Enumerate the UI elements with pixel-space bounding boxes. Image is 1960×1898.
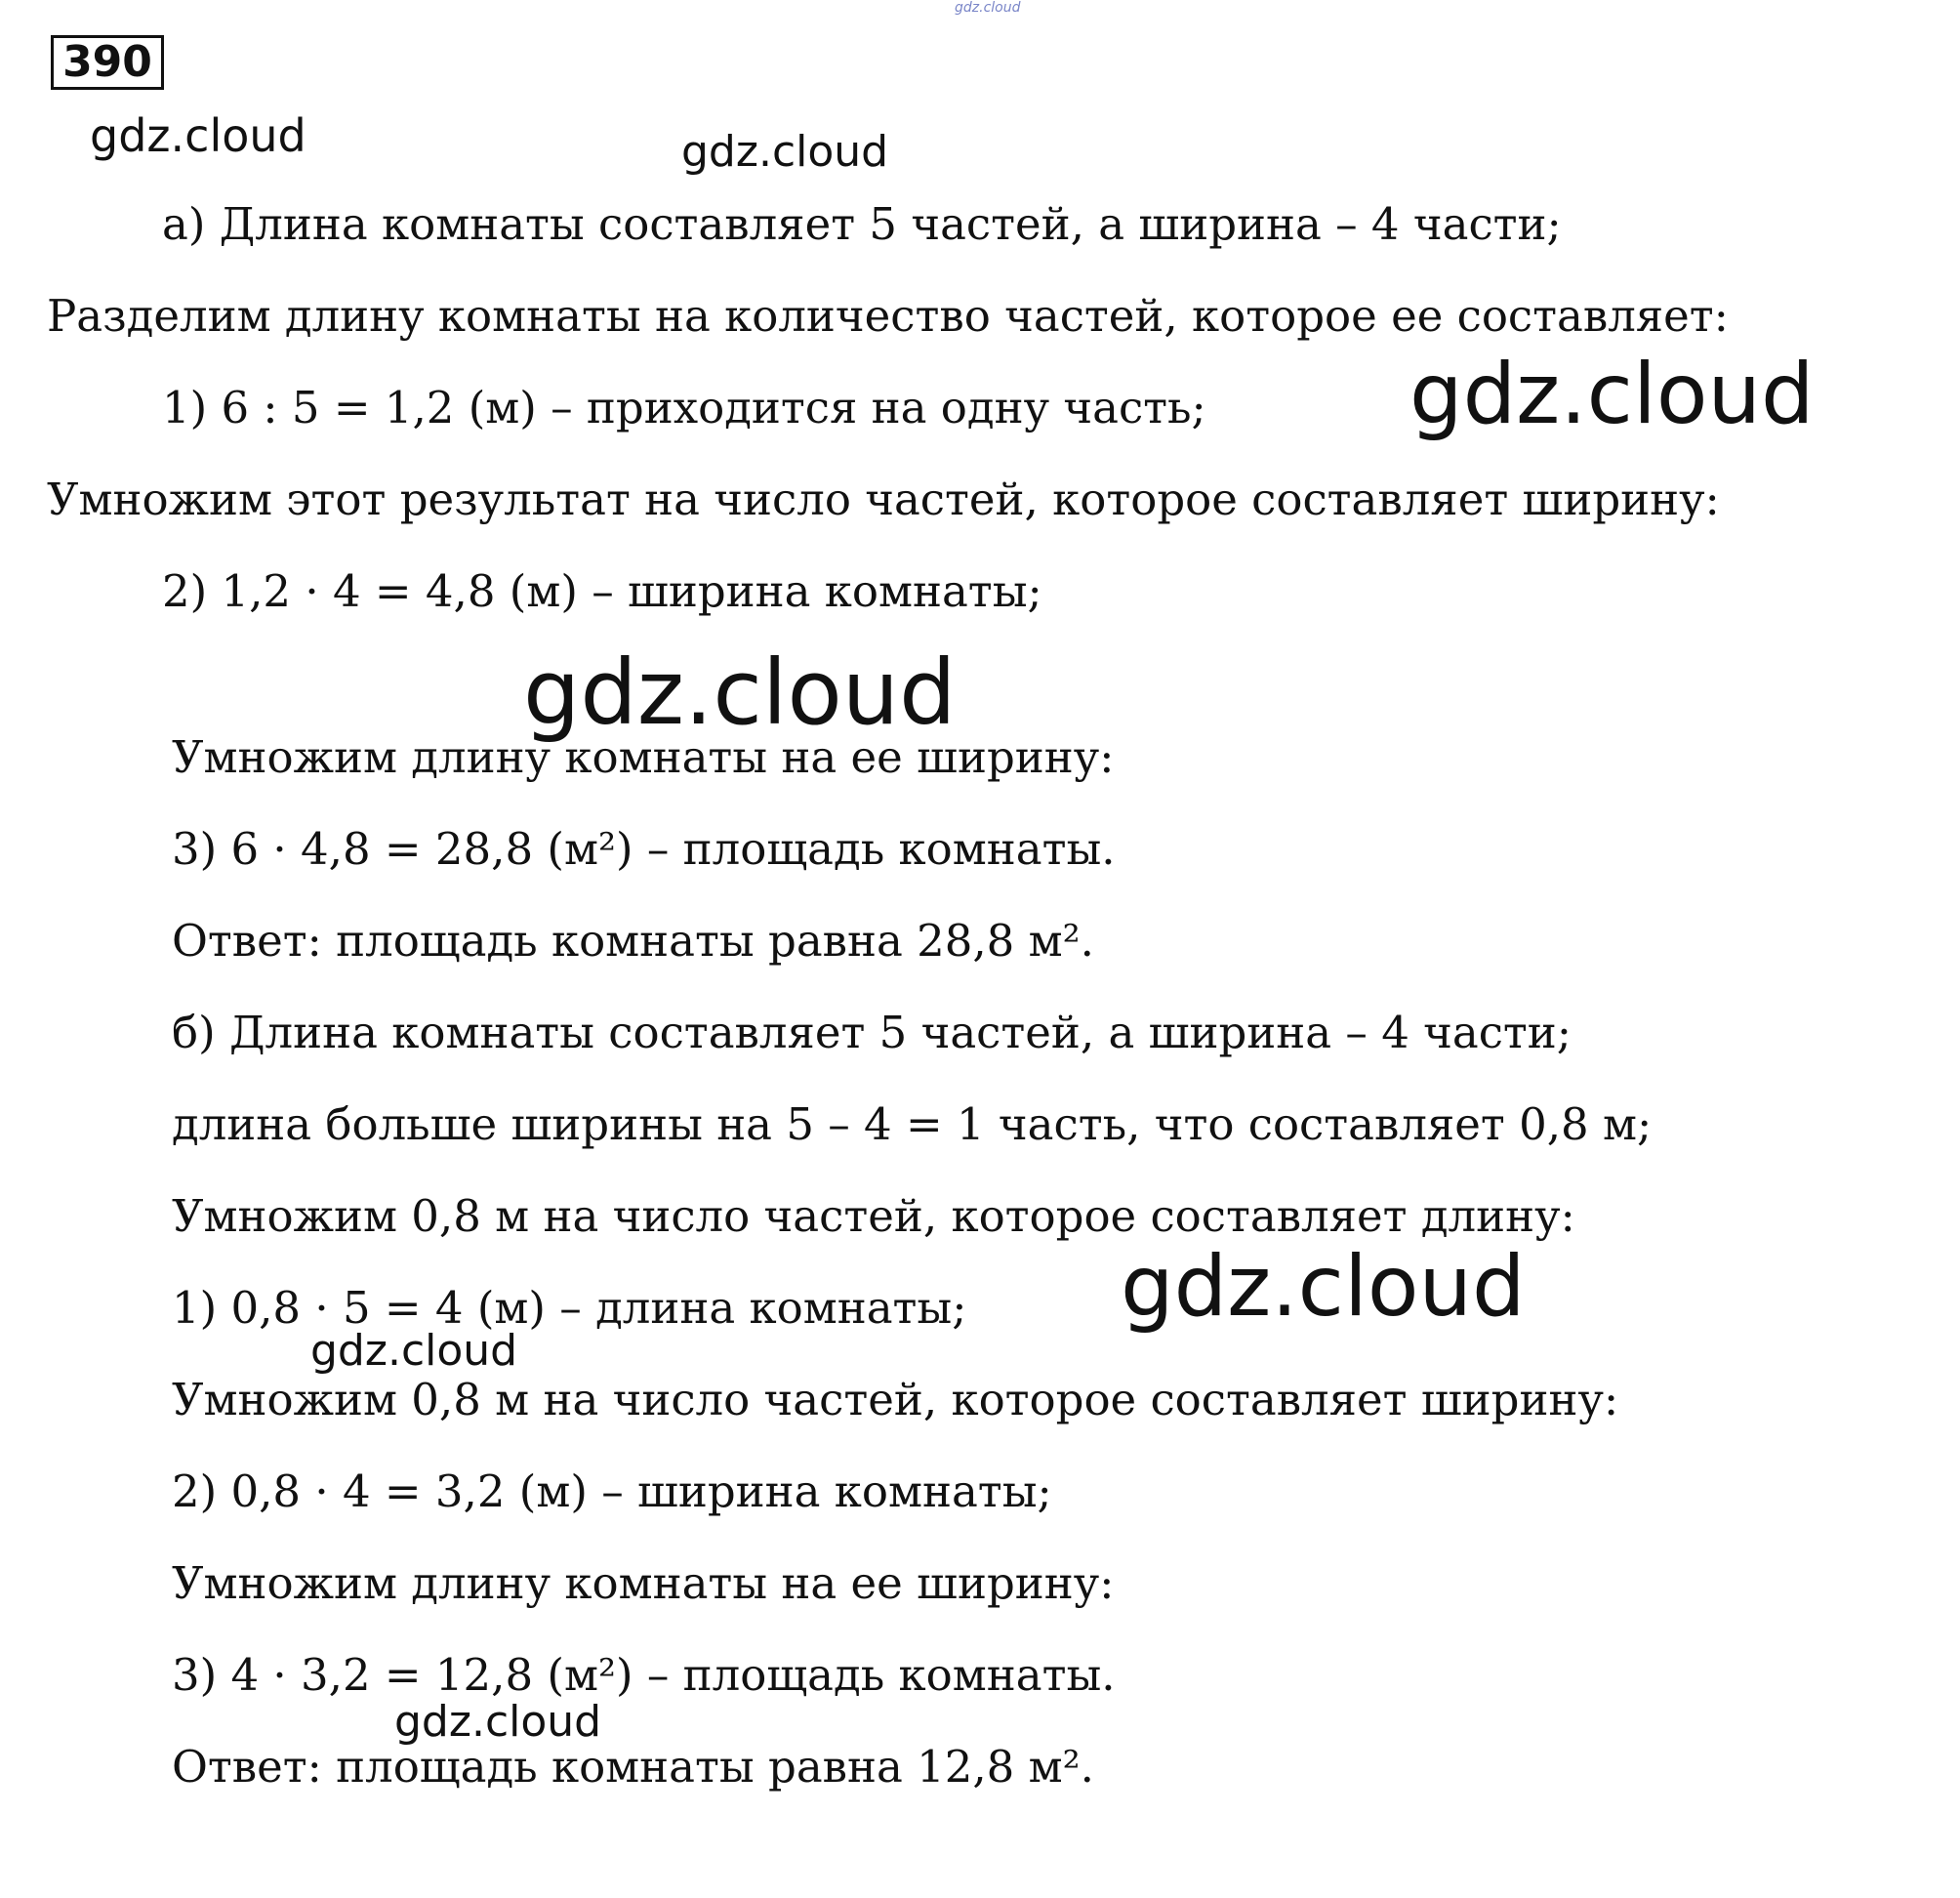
text-line: Умножим длину комнаты на ее ширину:	[172, 731, 1115, 783]
watermark: gdz.cloud	[1121, 1238, 1526, 1336]
text-line-step: 1) 6 : 5 = 1,2 (м) – приходится на одну часть;	[162, 382, 1206, 433]
text-line-step: 2) 0,8 · 4 = 3,2 (м) – ширина комнаты;	[172, 1465, 1052, 1517]
text-line: Разделим длину комнаты на количество частей, которое ее составляет:	[47, 290, 1729, 342]
answer-line-b: Ответ: площадь комнаты равна 12,8 м².	[172, 1741, 1094, 1793]
answer-line-a: Ответ: площадь комнаты равна 28,8 м².	[172, 915, 1094, 967]
text-line-step: 1) 0,8 · 5 = 4 (м) – длина комнаты;	[172, 1282, 967, 1334]
watermark: gdz.cloud	[90, 109, 306, 162]
problem-number: 390	[51, 35, 164, 90]
text-line: Умножим длину комнаты на ее ширину:	[172, 1557, 1115, 1609]
watermark: gdz.cloud	[523, 640, 957, 745]
watermark: gdz.cloud	[310, 1326, 518, 1376]
watermark-top: gdz.cloud	[955, 0, 1021, 16]
text-line: Умножим этот результат на число частей, которое составляет ширину:	[47, 474, 1720, 525]
text-line-step: 3) 4 · 3,2 = 12,8 (м²) – площадь комнаты.	[172, 1649, 1116, 1701]
watermark: gdz.cloud	[394, 1697, 602, 1747]
text-line-step: 2) 1,2 · 4 = 4,8 (м) – ширина комнаты;	[162, 565, 1042, 617]
text-line-b-condition: б) Длина комнаты составляет 5 частей, а ширина – 4 части;	[172, 1007, 1572, 1058]
text-line-a-condition: а) Длина комнаты составляет 5 частей, а ширина – 4 части;	[162, 198, 1562, 250]
watermark: gdz.cloud	[1409, 346, 1815, 443]
text-line: длина больше ширины на 5 – 4 = 1 часть, что составляет 0,8 м;	[172, 1098, 1653, 1150]
watermark: gdz.cloud	[681, 127, 889, 177]
text-line: Умножим 0,8 м на число частей, которое составляет ширину:	[172, 1374, 1619, 1425]
text-line: Умножим 0,8 м на число частей, которое составляет длину:	[172, 1190, 1575, 1242]
text-line-step: 3) 6 · 4,8 = 28,8 (м²) – площадь комнаты.	[172, 823, 1116, 875]
